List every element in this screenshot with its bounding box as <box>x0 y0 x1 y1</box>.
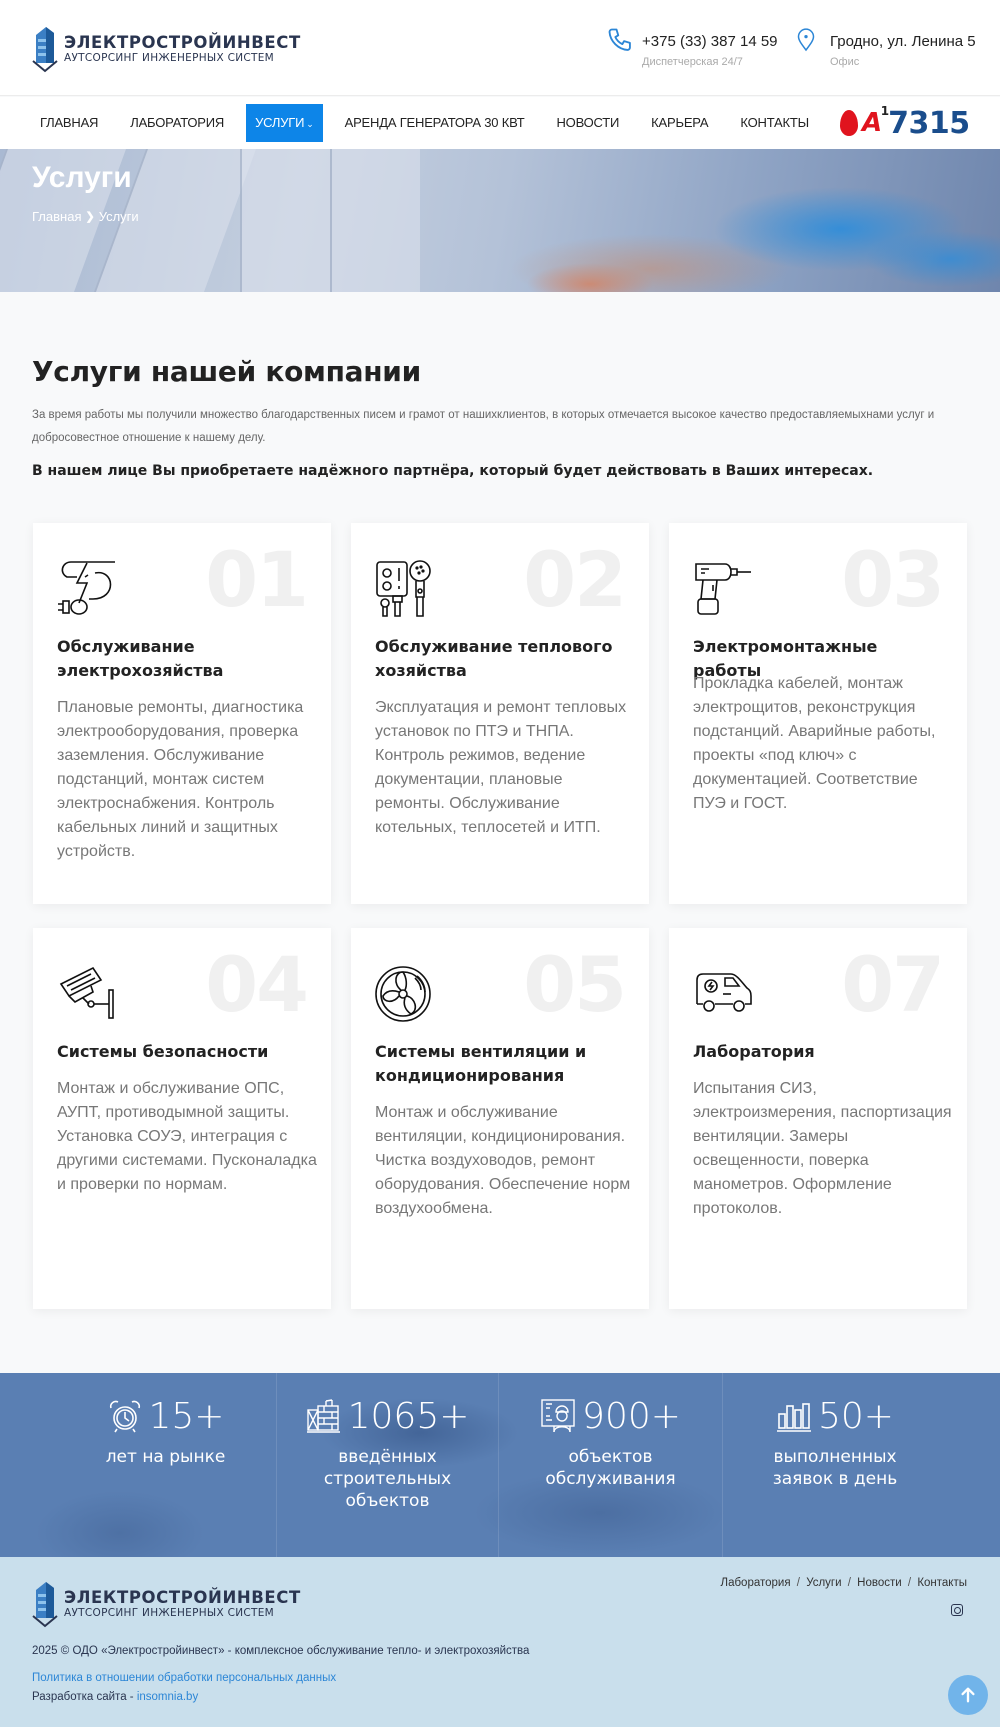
fan-icon <box>375 964 435 1024</box>
a1-letter: A <box>862 108 883 138</box>
card-number: 07 <box>841 940 943 1029</box>
nav-item-laboratory[interactable] <box>120 104 234 142</box>
nav-item-services[interactable] <box>246 104 323 142</box>
nav-item-home[interactable] <box>30 104 108 142</box>
a1-sup: 1 <box>880 104 890 118</box>
service-card[interactable] <box>33 523 331 904</box>
map-pin-icon <box>796 26 816 54</box>
nav-label: НОВОСТИ <box>556 115 620 130</box>
card-title: Лаборатория <box>693 1042 815 1061</box>
water-heater-icon <box>375 559 435 619</box>
breadcrumb-current: Услуги <box>98 209 139 224</box>
chevron-right-icon: ❯ <box>85 211 95 223</box>
stats-band <box>0 1373 1000 1557</box>
chevron-down-icon: ⌄ <box>306 119 314 129</box>
instagram-icon[interactable] <box>951 1604 963 1616</box>
stat-label: лет на рынке <box>105 1447 226 1467</box>
building-logo-icon <box>32 25 58 73</box>
electric-van-icon <box>693 964 753 1024</box>
service-card[interactable] <box>669 928 967 1309</box>
stat-item <box>499 1373 723 1557</box>
engineer-monitor-icon <box>540 1398 576 1434</box>
stat-item <box>277 1373 499 1557</box>
card-title: Обслуживание теплового хозяйства <box>375 637 613 680</box>
a1-short-number[interactable] <box>840 104 970 141</box>
stat-value: 15+ <box>148 1395 225 1437</box>
card-title: Обслуживание электрохозяйства <box>57 637 224 680</box>
section-title: Услуги нашей компании <box>32 355 421 388</box>
a1-logo <box>862 104 890 138</box>
drill-icon <box>693 559 753 619</box>
phone-contact[interactable] <box>606 26 778 68</box>
hero-bg-shape <box>330 149 420 292</box>
footer-link-contacts[interactable]: Контакты <box>917 1577 967 1589</box>
card-text: Испытания СИЗ, электроизмерения, паспортизация вентиляции. Замеры освещенности, поверка манометров. Оформление протоколов. <box>693 1080 952 1217</box>
footer-logo[interactable] <box>32 1580 301 1628</box>
nav-label: УСЛУГИ <box>255 115 305 130</box>
nav-item-generator-rental[interactable] <box>335 104 535 142</box>
building-logo-icon <box>32 1580 58 1628</box>
nav-label: ЛАБОРАТОРИЯ <box>130 115 225 130</box>
card-number: 05 <box>523 940 625 1029</box>
privacy-policy-link[interactable]: Политика в отношении обработки персональных данных <box>32 1672 337 1684</box>
stat-value: 50+ <box>818 1395 894 1437</box>
card-text: Монтаж и обслуживание ОПС, АУПТ, противодымной защиты. Установка СОУЭ, интеграция с другими системами. Пусконаладка и проверки по нормам. <box>57 1080 317 1193</box>
developer-credit <box>32 1691 198 1703</box>
footer-link-news[interactable]: Новости <box>857 1577 902 1589</box>
link-separator: / <box>796 1577 800 1589</box>
logo-subtitle: АУТСОРСИНГ ИНЖЕНЕРНЫХ СИСТЕМ <box>64 1607 275 1619</box>
nav-label: КАРЬЕРА <box>651 115 709 130</box>
stat-label: введённых строительных объектов <box>323 1447 452 1511</box>
card-text: Плановые ремонты, диагностика электрооборудования, проверка заземления. Обслуживание подстанций, монтаж систем электроснабжения. Контроль кабельных линий и защитных устройств. <box>57 699 304 860</box>
bar-chart-icon <box>776 1398 812 1434</box>
stat-label: выполненных заявок в день <box>772 1447 898 1489</box>
company-logo[interactable] <box>32 25 301 73</box>
electric-plug-icon <box>57 559 117 619</box>
page-title: Услуги <box>32 161 132 194</box>
stat-label: объектов обслуживания <box>545 1447 676 1489</box>
nav-label: АРЕНДА ГЕНЕРАТОРА 30 КВТ <box>344 115 525 130</box>
service-card[interactable] <box>351 523 649 904</box>
card-number: 03 <box>841 535 943 624</box>
card-text: Прокладка кабелей, монтаж электрощитов, реконструкция подстанций. Аварийные работы, проекты «под ключ» с документацией. Соответствие ПУЭ и ГОСТ. <box>693 675 936 812</box>
nav-item-news[interactable] <box>546 104 629 142</box>
logo-subtitle: АУТСОРСИНГ ИНЖЕНЕРНЫХ СИСТЕМ <box>64 52 275 64</box>
footer-link-services[interactable]: Услуги <box>806 1577 842 1589</box>
developer-link[interactable]: insomnia.by <box>136 1691 199 1703</box>
nav-item-career[interactable] <box>641 104 718 142</box>
logo-title: ЭЛЕКТРОСТРОЙИНВЕСТ <box>64 1588 301 1607</box>
site-footer <box>0 1557 1000 1727</box>
card-number: 01 <box>205 535 307 624</box>
address-value: Гродно, ул. Ленина 5 <box>830 33 976 50</box>
a1-drop-icon <box>840 110 858 136</box>
short-number: 7315 <box>888 105 970 141</box>
security-camera-icon <box>57 964 117 1024</box>
service-card[interactable] <box>669 523 967 904</box>
alarm-clock-icon <box>107 1398 143 1434</box>
nav-item-contacts[interactable] <box>730 104 819 142</box>
card-title: Системы безопасности <box>57 1042 269 1061</box>
intro-highlight: В нашем лице Вы приобретаете надёжного партнёра, который будет действовать в Ваших интересах. <box>32 463 874 479</box>
phone-number[interactable]: +375 (33) 387 14 59 <box>642 33 778 50</box>
nav-label: КОНТАКТЫ <box>740 115 809 130</box>
card-number: 02 <box>523 535 625 624</box>
intro-paragraph: За время работы мы получили множество благодарственных писем и грамот от нашихклиентов, в которых отмечается высокое качество предоставляемыхнами услуг и добросовестное отношение к нашему делу. <box>32 409 935 444</box>
footer-links <box>721 1577 967 1589</box>
stat-item <box>55 1373 277 1557</box>
link-separator: / <box>847 1577 851 1589</box>
arrow-up-icon <box>959 1686 977 1704</box>
address-contact[interactable] <box>796 26 976 68</box>
breadcrumb-home[interactable]: Главная <box>32 209 82 224</box>
card-title: Системы вентиляции и кондиционирования <box>375 1042 587 1085</box>
stat-item <box>723 1373 947 1557</box>
phone-caption: Диспетчерская 24/7 <box>642 56 743 68</box>
dev-prefix: Разработка сайта - <box>32 1691 137 1703</box>
service-card[interactable] <box>33 928 331 1309</box>
stat-value: 1065+ <box>347 1395 470 1437</box>
card-title: Электромонтажные работы <box>693 637 878 680</box>
nav-label: ГЛАВНАЯ <box>40 115 99 130</box>
hero-bg-shape <box>240 149 330 292</box>
card-text: Монтаж и обслуживание вентиляции, кондиционирования. Чистка воздуховодов, ремонт оборудования. Обеспечение норм воздухообмена. <box>375 1104 631 1217</box>
copyright: 2025 © ОДО «Электростройинвест» - комплексное обслуживание тепло- и электрохозяйства <box>32 1645 530 1657</box>
service-card[interactable] <box>351 928 649 1309</box>
card-text: Эксплуатация и ремонт тепловых установок по ПТЭ и ТНПА. Контроль режимов, ведение документации, плановые ремонты. Обслуживание котельных, теплосетей и ИТП. <box>375 699 627 836</box>
phone-icon <box>606 26 634 54</box>
stat-value: 900+ <box>582 1395 681 1437</box>
address-caption: Офис <box>830 56 860 68</box>
construction-icon <box>306 1398 342 1434</box>
logo-title: ЭЛЕКТРОСТРОЙИНВЕСТ <box>64 33 301 52</box>
main-nav <box>0 97 1000 149</box>
footer-link-laboratory[interactable]: Лаборатория <box>720 1577 791 1589</box>
scroll-to-top-button[interactable] <box>948 1675 988 1715</box>
link-separator: / <box>907 1577 912 1589</box>
card-number: 04 <box>205 940 307 1029</box>
breadcrumb <box>32 209 139 224</box>
site-header <box>0 0 1000 96</box>
page-hero <box>0 149 1000 292</box>
